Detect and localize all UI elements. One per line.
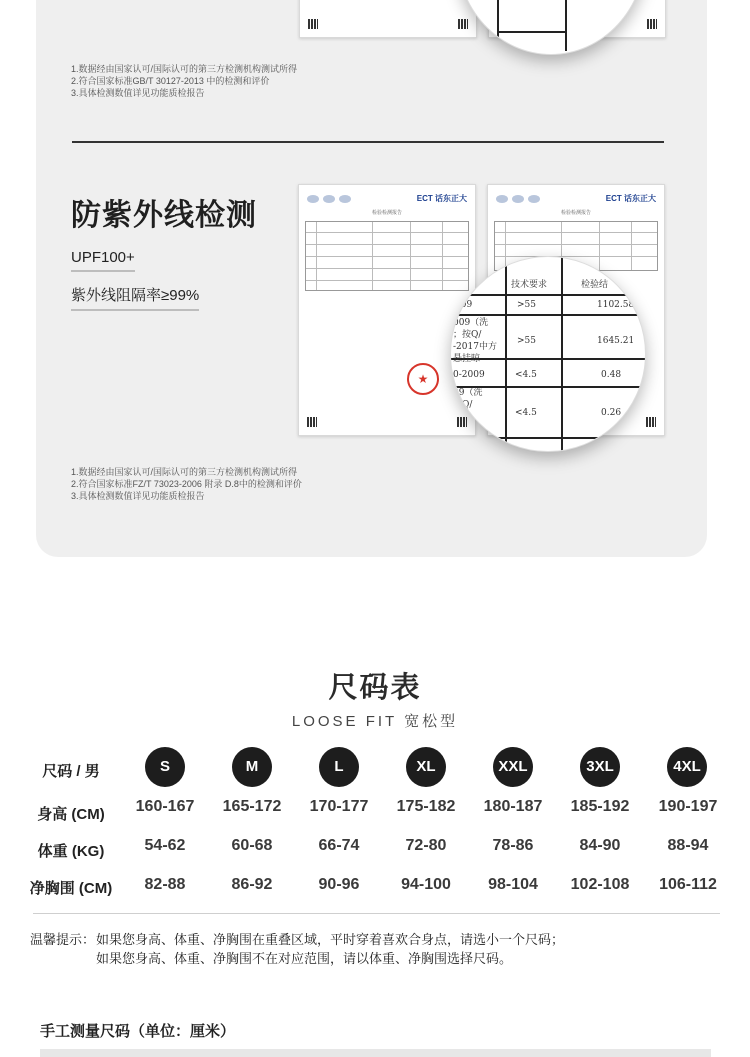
- chest-cell: 94-100: [401, 876, 451, 893]
- magnifier-uv-results: [450, 256, 646, 452]
- note-line: 2.符合国家标准GB/T 30127-2013 中的检测和评价: [71, 76, 270, 86]
- red-seal-icon: ★: [407, 363, 439, 395]
- height-cell: 175-182: [396, 798, 456, 815]
- weight-cell: 88-94: [667, 837, 709, 854]
- uv-block-rate-tag: 紫外线阻隔率≥99%: [71, 284, 199, 311]
- report-title: 检验检测报告: [560, 210, 591, 216]
- note-line: 3.具体检测数值详见功能质检报告: [71, 491, 205, 501]
- size-pill-m: M: [232, 747, 272, 787]
- report-title: 检验检测报告: [371, 210, 402, 216]
- qr-code-icon: [646, 417, 656, 427]
- row-2-standard: 009（洗 ；按Q/ -2017中方 悬挂晾: [453, 318, 497, 364]
- size-chart-divider: [33, 913, 720, 914]
- chest-cell: 90-96: [318, 876, 360, 893]
- manual-measure-table-header: [40, 1049, 711, 1057]
- row-3-result: 0.48: [601, 370, 622, 380]
- row-label-height: 身高 (CM): [37, 806, 105, 823]
- tip-line-2: 如果您身高、体重、净胸围不在对应范围，请以体重、净胸围选择尺码。: [96, 951, 513, 966]
- note-line: 1.数据经由国家认可/国际认可的第三方检测机构测试所得: [71, 64, 298, 74]
- row-label-chest: 净胸围 (CM): [29, 880, 113, 897]
- size-pill-l: L: [319, 747, 359, 787]
- size-chart-title: 尺码表: [328, 672, 422, 704]
- note-line: 3.具体检测数值详见功能质检报告: [71, 88, 205, 98]
- row-3-standard: 0-2009: [453, 370, 485, 380]
- row-2-result: 1645.21: [597, 336, 635, 346]
- height-cell: 165-172: [222, 798, 282, 815]
- uv-notes: [71, 466, 302, 502]
- chest-cell: 106-112: [659, 876, 717, 893]
- upper-notes: [71, 63, 297, 99]
- report-footer: [308, 19, 468, 31]
- row-label-size: 尺码 / 男: [42, 763, 100, 780]
- qr-code-icon: [307, 417, 317, 427]
- cma-logo-icon: [307, 195, 319, 203]
- weight-cell: 54-62: [144, 837, 186, 854]
- size-pill-xl: XL: [406, 747, 446, 787]
- note-line: 1.数据经由国家认可/国际认可的第三方检测机构测试所得: [71, 467, 298, 477]
- size-pill-3xl: 3XL: [580, 747, 620, 787]
- manual-measure-title: 手工测量尺码（单位：厘米）: [40, 1023, 236, 1040]
- col-header-requirement: 技术要求: [511, 280, 548, 290]
- report-document-top-left: [299, 0, 477, 38]
- qr-code-icon: [308, 19, 318, 29]
- height-cell: 160-167: [135, 798, 195, 815]
- weight-cell: 84-90: [579, 837, 621, 854]
- ilac-logo-icon: [339, 195, 351, 203]
- cnas-logo-icon: [323, 195, 335, 203]
- note-line: 2.符合国家标准FZ/T 73023-2006 附录 D.8中的检测和评价: [71, 479, 302, 489]
- row-2-requirement: >55: [517, 336, 536, 346]
- row-1-standard: 009: [455, 300, 473, 310]
- row-4-result: 0.26: [601, 408, 622, 418]
- height-cell: 180-187: [483, 798, 543, 815]
- weight-cell: 66-74: [318, 837, 360, 854]
- col-header-result: 检验结: [581, 280, 609, 290]
- chest-cell: 98-104: [488, 876, 538, 893]
- report-table: [305, 221, 469, 291]
- cnas-logo-icon: [512, 195, 524, 203]
- weight-cell: 72-80: [405, 837, 447, 854]
- qr-code-icon: [647, 19, 657, 29]
- size-pill-s: S: [145, 747, 185, 787]
- size-pill-xxl: XXL: [493, 747, 533, 787]
- row-1-requirement: >55: [517, 300, 536, 310]
- size-pill-4xl: 4XL: [667, 747, 707, 787]
- height-cell: 170-177: [309, 798, 369, 815]
- row-3-requirement: <4.5: [515, 370, 537, 380]
- ilac-logo-icon: [528, 195, 540, 203]
- report-brand: ECT 话东正大: [605, 194, 656, 203]
- weight-cell: 60-68: [231, 837, 273, 854]
- weight-cell: 78-86: [492, 837, 534, 854]
- row-label-weight: 体重 (KG): [37, 843, 105, 860]
- size-chart-subtitle: LOOSE FIT 宽松型: [291, 713, 459, 730]
- tip-label: 温馨提示：: [30, 932, 96, 947]
- chest-cell: 82-88: [144, 876, 186, 893]
- row-4-standard: 09（洗 按Q/ 中方: [453, 388, 483, 422]
- height-cell: 190-197: [658, 798, 718, 815]
- section-divider: [72, 141, 664, 143]
- upf-tag: UPF100+: [71, 249, 135, 272]
- report-footer: [307, 417, 467, 429]
- uv-section-title: 防紫外线检测: [71, 199, 257, 232]
- uv-report-document-left: [298, 184, 476, 436]
- chest-cell: 86-92: [231, 876, 273, 893]
- chest-cell: 102-108: [570, 876, 630, 893]
- tip-line-1: 如果您身高、体重、净胸围在重叠区域，平时穿着喜欢合身点，请选小一个尺码；: [96, 932, 565, 947]
- cma-logo-icon: [496, 195, 508, 203]
- report-brand: ECT 话东正大: [416, 194, 467, 203]
- magnifier-top: [456, 0, 646, 55]
- row-1-result: 1102.58: [597, 300, 635, 310]
- row-4-requirement: <4.5: [515, 408, 537, 418]
- height-cell: 185-192: [570, 798, 630, 815]
